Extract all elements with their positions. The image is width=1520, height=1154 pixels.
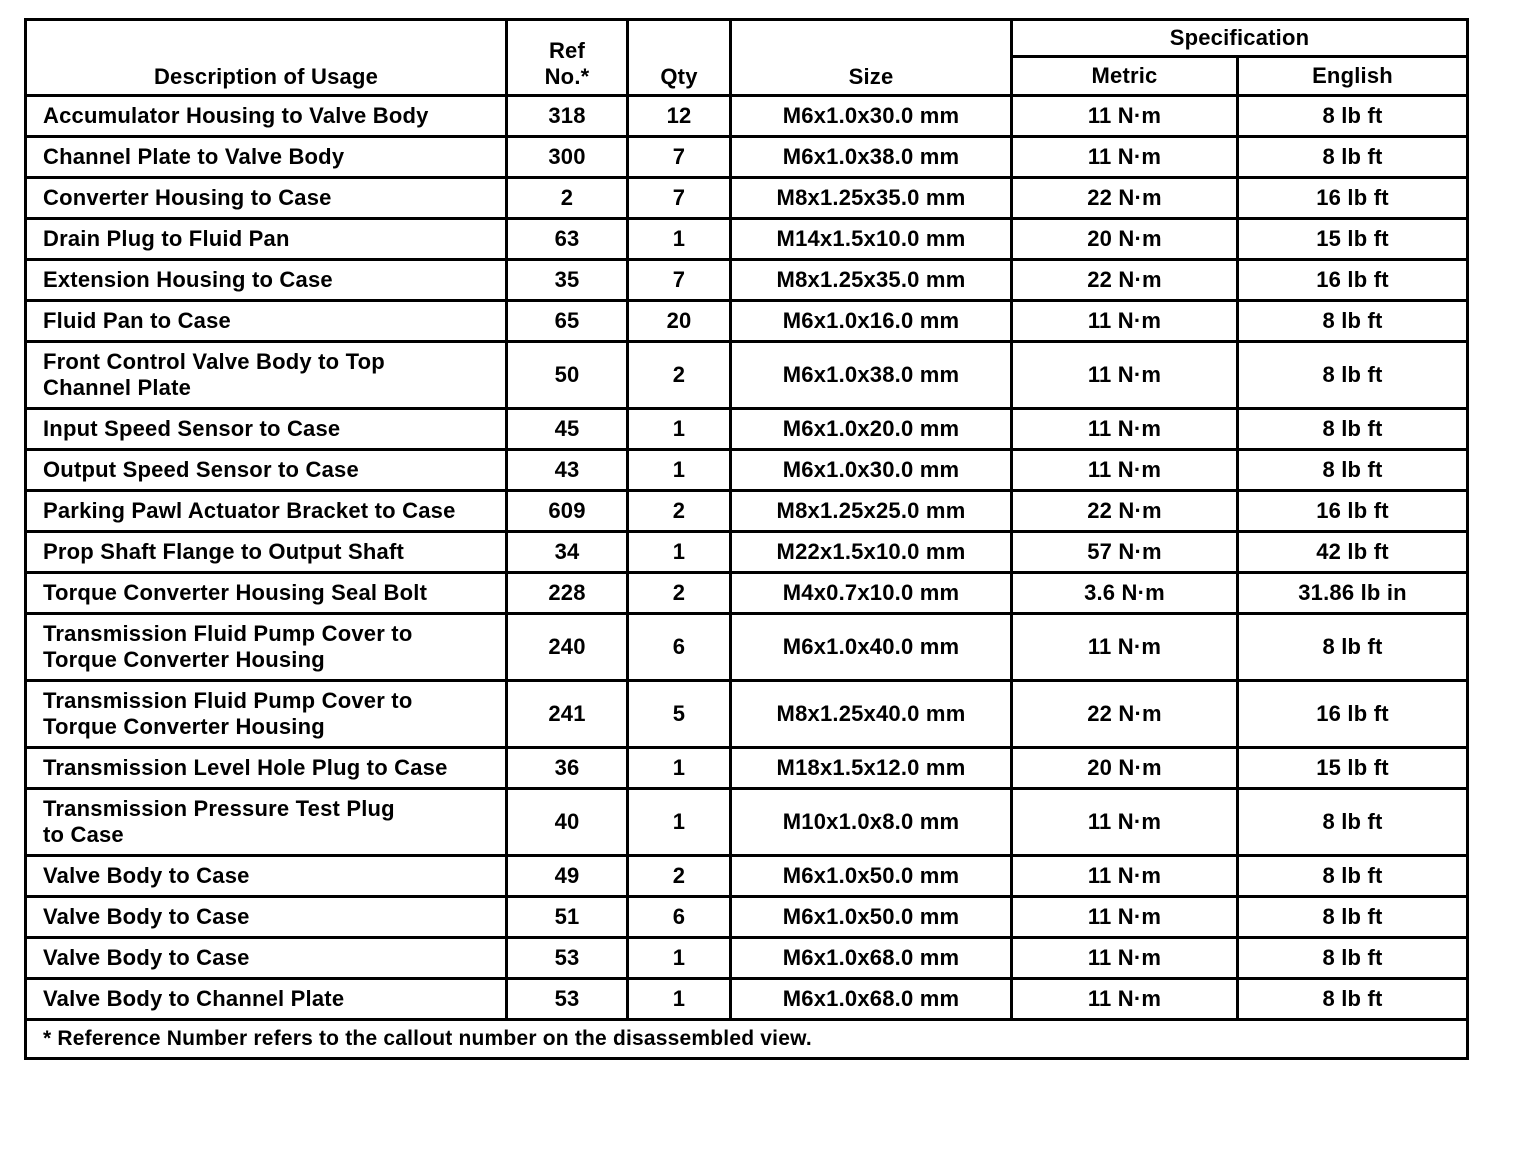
table-row bbox=[26, 748, 1468, 789]
table-row bbox=[26, 897, 1468, 938]
description-line: Transmission Fluid Pump Cover to bbox=[43, 621, 413, 646]
metric-torque-cell: 22 N·m bbox=[1012, 178, 1238, 219]
qty-cell: 7 bbox=[628, 260, 731, 301]
description-line: Accumulator Housing to Valve Body bbox=[43, 103, 429, 128]
english-torque-cell: 8 lb ft bbox=[1238, 897, 1468, 938]
torque-spec-sheet bbox=[24, 18, 1466, 1060]
metric-torque-cell: 22 N·m bbox=[1012, 491, 1238, 532]
size-cell: M6x1.0x38.0 mm bbox=[731, 137, 1012, 178]
ref-no-header bbox=[507, 20, 628, 96]
description-cell bbox=[26, 137, 507, 178]
description-line: Output Speed Sensor to Case bbox=[43, 457, 359, 482]
qty-cell: 7 bbox=[628, 137, 731, 178]
description-line-2: Torque Converter Housing bbox=[43, 714, 325, 739]
table-row bbox=[26, 938, 1468, 979]
english-torque-cell: 8 lb ft bbox=[1238, 409, 1468, 450]
metric-torque-cell: 11 N·m bbox=[1012, 789, 1238, 856]
description-cell bbox=[26, 178, 507, 219]
table-row bbox=[26, 219, 1468, 260]
table-row bbox=[26, 789, 1468, 856]
size-cell: M22x1.5x10.0 mm bbox=[731, 532, 1012, 573]
english-torque-cell: 8 lb ft bbox=[1238, 342, 1468, 409]
table-body bbox=[26, 96, 1468, 1020]
qty-cell: 1 bbox=[628, 450, 731, 491]
size-cell: M6x1.0x50.0 mm bbox=[731, 856, 1012, 897]
english-torque-cell: 8 lb ft bbox=[1238, 789, 1468, 856]
metric-torque-cell: 11 N·m bbox=[1012, 450, 1238, 491]
ref-no-cell: 45 bbox=[507, 409, 628, 450]
english-torque-cell: 8 lb ft bbox=[1238, 450, 1468, 491]
qty-cell: 1 bbox=[628, 219, 731, 260]
size-cell: M8x1.25x35.0 mm bbox=[731, 260, 1012, 301]
description-cell bbox=[26, 96, 507, 137]
metric-torque-cell: 11 N·m bbox=[1012, 301, 1238, 342]
ref-no-cell: 53 bbox=[507, 938, 628, 979]
table-row bbox=[26, 681, 1468, 748]
size-cell: M8x1.25x40.0 mm bbox=[731, 681, 1012, 748]
table-row bbox=[26, 137, 1468, 178]
table-row bbox=[26, 301, 1468, 342]
qty-cell: 6 bbox=[628, 897, 731, 938]
ref-header-line1: Ref bbox=[548, 38, 586, 63]
metric-torque-cell: 3.6 N·m bbox=[1012, 573, 1238, 614]
description-cell bbox=[26, 979, 507, 1020]
qty-cell: 6 bbox=[628, 614, 731, 681]
metric-torque-cell: 11 N·m bbox=[1012, 856, 1238, 897]
table-header bbox=[26, 20, 1468, 96]
table-row bbox=[26, 342, 1468, 409]
description-cell bbox=[26, 301, 507, 342]
english-torque-cell: 8 lb ft bbox=[1238, 301, 1468, 342]
size-cell: M6x1.0x16.0 mm bbox=[731, 301, 1012, 342]
table-row bbox=[26, 96, 1468, 137]
size-cell: M14x1.5x10.0 mm bbox=[731, 219, 1012, 260]
qty-cell: 1 bbox=[628, 789, 731, 856]
english-torque-cell: 8 lb ft bbox=[1238, 614, 1468, 681]
table-row bbox=[26, 532, 1468, 573]
ref-no-cell: 50 bbox=[507, 342, 628, 409]
description-cell bbox=[26, 748, 507, 789]
metric-torque-cell: 57 N·m bbox=[1012, 532, 1238, 573]
english-torque-cell: 16 lb ft bbox=[1238, 178, 1468, 219]
metric-torque-cell: 11 N·m bbox=[1012, 938, 1238, 979]
table-row bbox=[26, 491, 1468, 532]
qty-cell: 1 bbox=[628, 409, 731, 450]
table-row bbox=[26, 260, 1468, 301]
table-row bbox=[26, 979, 1468, 1020]
ref-no-cell: 49 bbox=[507, 856, 628, 897]
description-cell bbox=[26, 681, 507, 748]
english-torque-cell: 8 lb ft bbox=[1238, 979, 1468, 1020]
description-cell bbox=[26, 342, 507, 409]
ref-no-cell: 240 bbox=[507, 614, 628, 681]
description-line: Valve Body to Channel Plate bbox=[43, 986, 345, 1011]
ref-no-cell: 609 bbox=[507, 491, 628, 532]
description-line: Valve Body to Case bbox=[43, 945, 250, 970]
description-line: Channel Plate to Valve Body bbox=[43, 144, 345, 169]
qty-cell: 2 bbox=[628, 491, 731, 532]
description-line-2: Channel Plate bbox=[43, 375, 192, 400]
description-cell bbox=[26, 260, 507, 301]
qty-cell: 2 bbox=[628, 342, 731, 409]
size-cell: M6x1.0x30.0 mm bbox=[731, 450, 1012, 491]
ref-no-cell: 228 bbox=[507, 573, 628, 614]
table-row bbox=[26, 856, 1468, 897]
description-line: Transmission Pressure Test Plug bbox=[43, 796, 395, 821]
qty-cell: 12 bbox=[628, 96, 731, 137]
description-cell bbox=[26, 897, 507, 938]
description-cell bbox=[26, 491, 507, 532]
qty-cell: 7 bbox=[628, 178, 731, 219]
metric-torque-cell: 11 N·m bbox=[1012, 137, 1238, 178]
qty-cell: 2 bbox=[628, 573, 731, 614]
description-cell bbox=[26, 789, 507, 856]
description-line: Torque Converter Housing Seal Bolt bbox=[43, 580, 428, 605]
qty-cell: 1 bbox=[628, 748, 731, 789]
ref-no-cell: 241 bbox=[507, 681, 628, 748]
size-cell: M6x1.0x40.0 mm bbox=[731, 614, 1012, 681]
description-cell bbox=[26, 614, 507, 681]
size-header: Size bbox=[731, 20, 1012, 96]
description-cell bbox=[26, 532, 507, 573]
size-cell: M18x1.5x12.0 mm bbox=[731, 748, 1012, 789]
english-torque-cell: 31.86 lb in bbox=[1238, 573, 1468, 614]
description-cell bbox=[26, 573, 507, 614]
description-line: Valve Body to Case bbox=[43, 863, 250, 888]
size-cell: M6x1.0x20.0 mm bbox=[731, 409, 1012, 450]
metric-torque-cell: 11 N·m bbox=[1012, 96, 1238, 137]
english-torque-cell: 8 lb ft bbox=[1238, 856, 1468, 897]
description-line: Drain Plug to Fluid Pan bbox=[43, 226, 290, 251]
ref-no-cell: 300 bbox=[507, 137, 628, 178]
metric-torque-cell: 11 N·m bbox=[1012, 979, 1238, 1020]
size-cell: M6x1.0x38.0 mm bbox=[731, 342, 1012, 409]
ref-no-cell: 53 bbox=[507, 979, 628, 1020]
description-cell bbox=[26, 938, 507, 979]
description-line: Prop Shaft Flange to Output Shaft bbox=[43, 539, 405, 564]
ref-no-cell: 40 bbox=[507, 789, 628, 856]
english-torque-cell: 8 lb ft bbox=[1238, 137, 1468, 178]
description-line: Converter Housing to Case bbox=[43, 185, 332, 210]
english-torque-cell: 16 lb ft bbox=[1238, 260, 1468, 301]
ref-no-cell: 51 bbox=[507, 897, 628, 938]
fastener-torque-table bbox=[24, 18, 1469, 1060]
english-torque-cell: 16 lb ft bbox=[1238, 491, 1468, 532]
metric-torque-cell: 11 N·m bbox=[1012, 897, 1238, 938]
description-cell bbox=[26, 219, 507, 260]
size-cell: M8x1.25x25.0 mm bbox=[731, 491, 1012, 532]
metric-header: Metric bbox=[1012, 57, 1238, 96]
qty-header: Qty bbox=[628, 20, 731, 96]
english-torque-cell: 15 lb ft bbox=[1238, 748, 1468, 789]
specification-header: Specification bbox=[1012, 20, 1468, 57]
ref-no-cell: 65 bbox=[507, 301, 628, 342]
english-torque-cell: 15 lb ft bbox=[1238, 219, 1468, 260]
english-torque-cell: 42 lb ft bbox=[1238, 532, 1468, 573]
description-line-2: Torque Converter Housing bbox=[43, 647, 325, 672]
description-cell bbox=[26, 409, 507, 450]
english-header: English bbox=[1238, 57, 1468, 96]
description-line: Transmission Fluid Pump Cover to bbox=[43, 688, 413, 713]
ref-no-cell: 36 bbox=[507, 748, 628, 789]
qty-cell: 20 bbox=[628, 301, 731, 342]
metric-torque-cell: 11 N·m bbox=[1012, 409, 1238, 450]
english-torque-cell: 8 lb ft bbox=[1238, 96, 1468, 137]
ref-no-cell: 34 bbox=[507, 532, 628, 573]
size-cell: M6x1.0x30.0 mm bbox=[731, 96, 1012, 137]
description-line: Fluid Pan to Case bbox=[43, 308, 231, 333]
size-cell: M4x0.7x10.0 mm bbox=[731, 573, 1012, 614]
ref-no-cell: 63 bbox=[507, 219, 628, 260]
metric-torque-cell: 11 N·m bbox=[1012, 614, 1238, 681]
table-row bbox=[26, 573, 1468, 614]
english-torque-cell: 8 lb ft bbox=[1238, 938, 1468, 979]
qty-cell: 1 bbox=[628, 979, 731, 1020]
metric-torque-cell: 11 N·m bbox=[1012, 342, 1238, 409]
description-line: Valve Body to Case bbox=[43, 904, 250, 929]
qty-cell: 1 bbox=[628, 938, 731, 979]
description-line: Input Speed Sensor to Case bbox=[43, 416, 341, 441]
size-cell: M6x1.0x68.0 mm bbox=[731, 979, 1012, 1020]
metric-torque-cell: 20 N·m bbox=[1012, 748, 1238, 789]
description-cell bbox=[26, 856, 507, 897]
size-cell: M8x1.25x35.0 mm bbox=[731, 178, 1012, 219]
ref-no-cell: 318 bbox=[507, 96, 628, 137]
footnote: * Reference Number refers to the callout number on the disassembled view. bbox=[26, 1020, 1468, 1059]
table-row bbox=[26, 178, 1468, 219]
qty-cell: 5 bbox=[628, 681, 731, 748]
size-cell: M6x1.0x68.0 mm bbox=[731, 938, 1012, 979]
table-row bbox=[26, 450, 1468, 491]
qty-cell: 1 bbox=[628, 532, 731, 573]
qty-cell: 2 bbox=[628, 856, 731, 897]
description-line-2: to Case bbox=[43, 822, 124, 847]
description-cell bbox=[26, 450, 507, 491]
description-line: Extension Housing to Case bbox=[43, 267, 333, 292]
description-line: Transmission Level Hole Plug to Case bbox=[43, 755, 448, 780]
description-line: Front Control Valve Body to Top bbox=[43, 349, 385, 374]
ref-no-cell: 43 bbox=[507, 450, 628, 491]
size-cell: M10x1.0x8.0 mm bbox=[731, 789, 1012, 856]
size-cell: M6x1.0x50.0 mm bbox=[731, 897, 1012, 938]
metric-torque-cell: 20 N·m bbox=[1012, 219, 1238, 260]
description-line: Parking Pawl Actuator Bracket to Case bbox=[43, 498, 456, 523]
description-header: Description of Usage bbox=[26, 20, 507, 96]
table-row bbox=[26, 614, 1468, 681]
ref-no-cell: 35 bbox=[507, 260, 628, 301]
table-row bbox=[26, 409, 1468, 450]
ref-no-cell: 2 bbox=[507, 178, 628, 219]
metric-torque-cell: 22 N·m bbox=[1012, 681, 1238, 748]
metric-torque-cell: 22 N·m bbox=[1012, 260, 1238, 301]
english-torque-cell: 16 lb ft bbox=[1238, 681, 1468, 748]
ref-header-line2: No.* bbox=[544, 64, 590, 89]
